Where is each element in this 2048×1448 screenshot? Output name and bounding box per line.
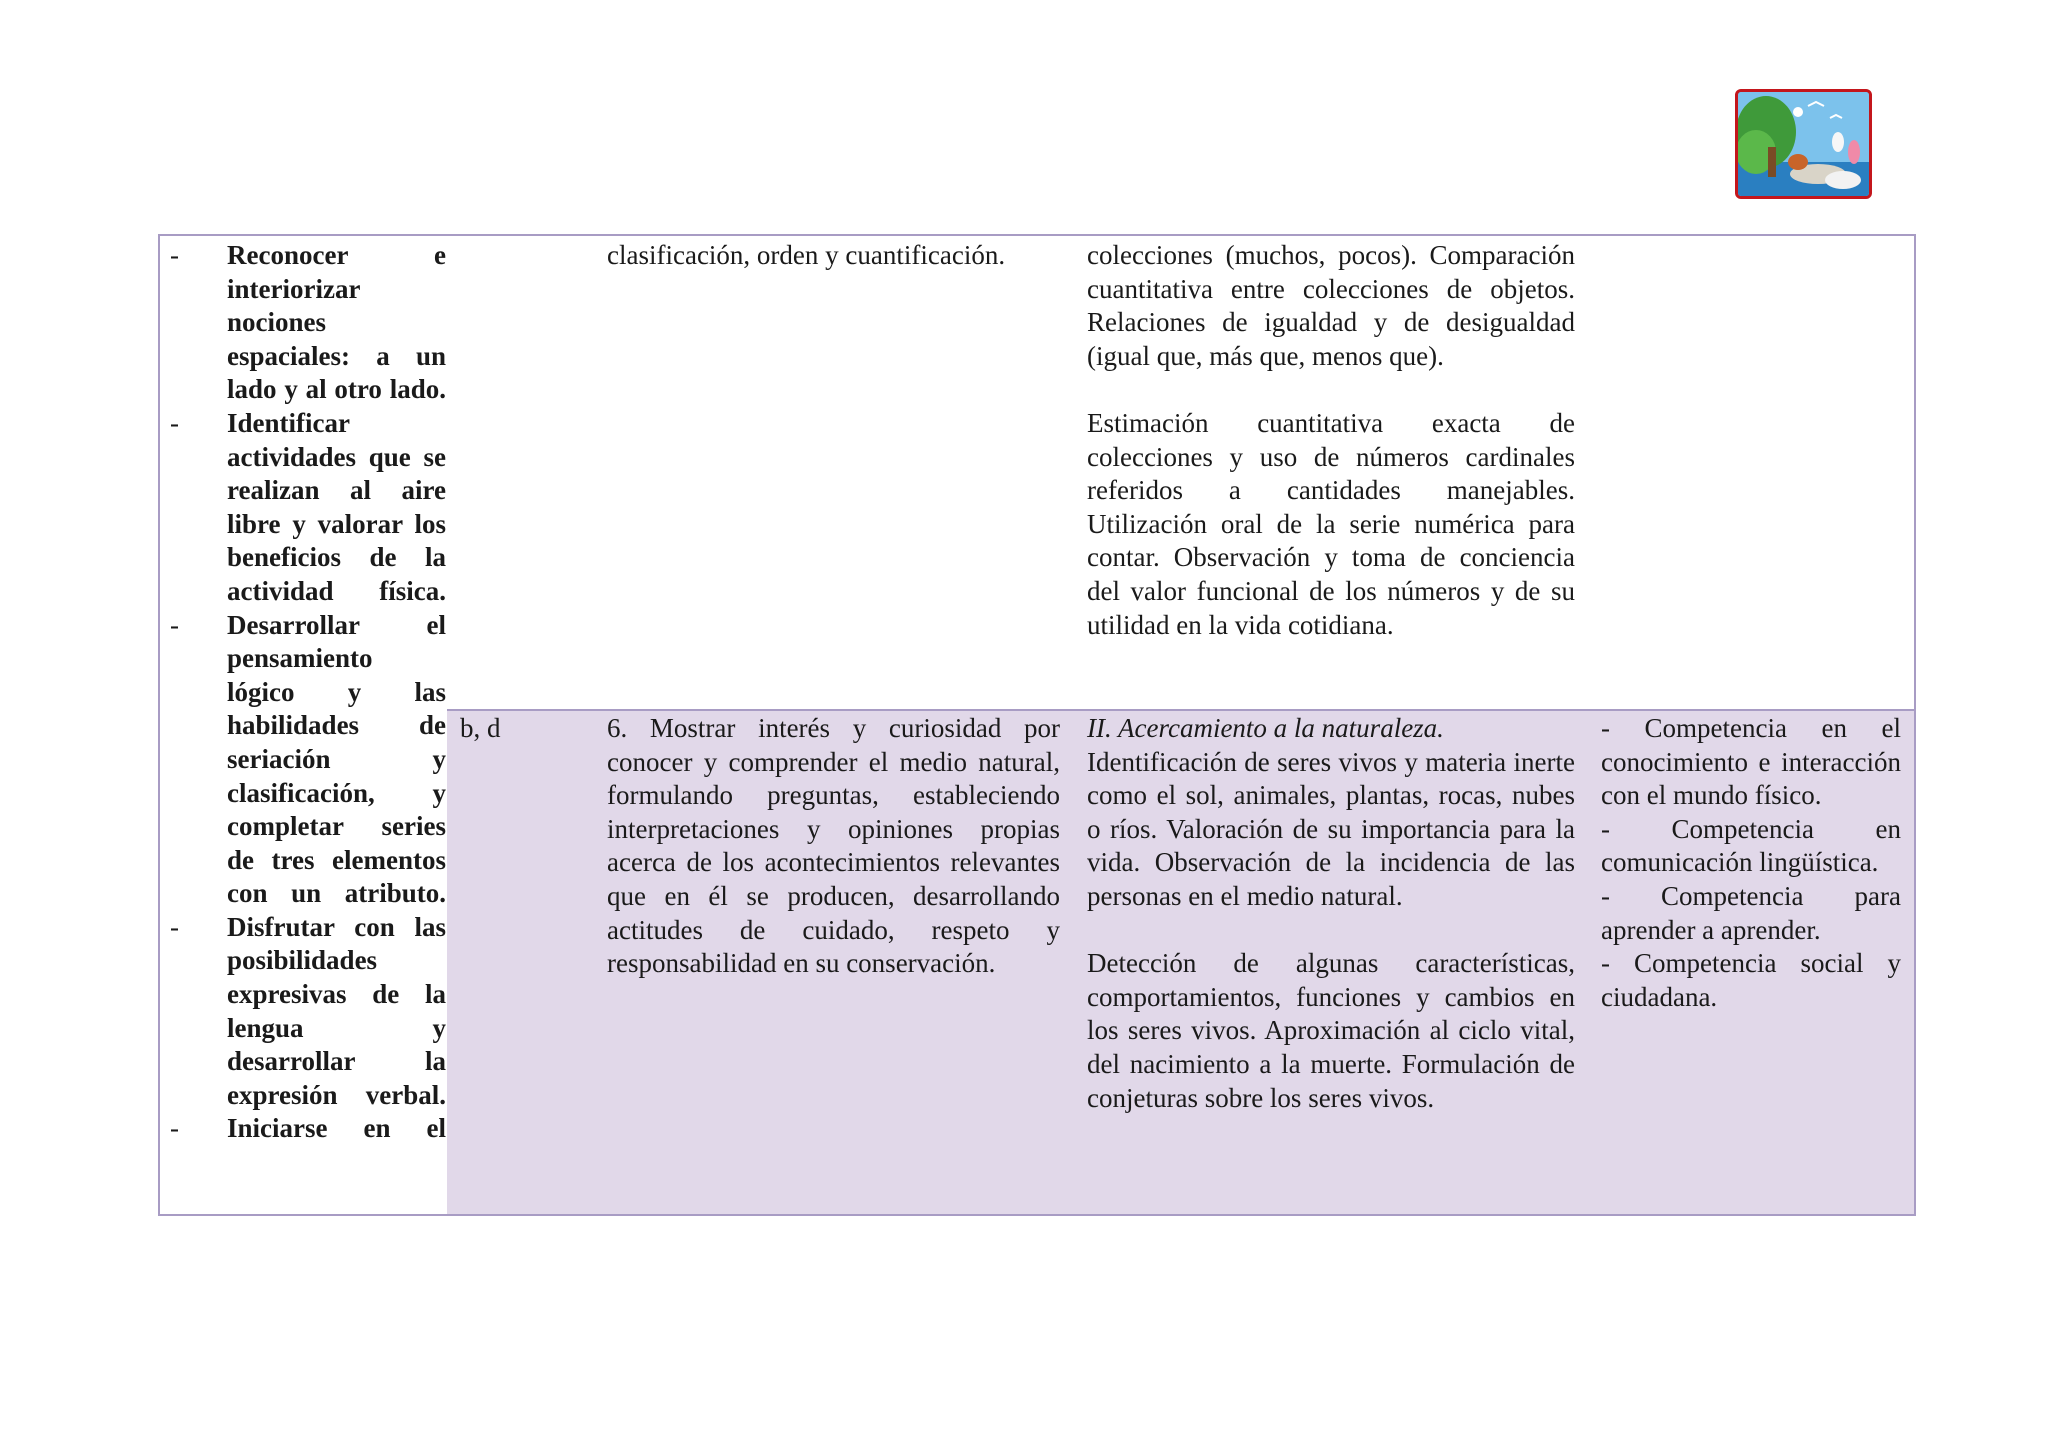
evaluation-criteria-cell: 6. Mostrar interés y curiosidad por conocer y comprender el medio natural, formulando preguntas, estableciendo interpretaciones y opiniones propias acerca de los acontecimientos relevantes que en él se producen, desarrollando actitudes de cuidado, respeto y responsabilidad en su conservación. (607, 713, 1060, 979)
objective-text: Disfrutar con las posibilidades expresivas de la lengua y desarrollar la expresión verbal. (227, 911, 446, 1110)
objective-item: - Disfrutar con las posibilidades expresivas de la lengua y desarrollar la expresión verbal. (170, 911, 446, 1110)
objective-text: Identificar actividades que se realizan al aire libre y valorar los beneficios de la actividad física. (227, 407, 446, 606)
objective-text: Desarrollar el pensamiento lógico y las habilidades de seriación y clasificación, y completar series de tres elementos con un atributo. (227, 609, 446, 909)
contents-cell (1087, 239, 1575, 642)
objective-item: - Desarrollar el pensamiento lógico y las habilidades de seriación y clasificación, y completar series de tres elementos con un atributo. (170, 609, 446, 909)
contents-paragraph: Identificación de seres vivos y materia inerte como el sol, animales, plantas, rocas, nubes o ríos. Valoración de su importancia para la vida. Observación de la incidencia de las personas en el medio natural. (1087, 746, 1575, 911)
curriculum-table (158, 234, 1916, 1216)
contents-paragraph: Detección de algunas características, comportamientos, funciones y cambios en los seres vivos. Aproximación al ciclo vital, del nacimiento a la muerte. Formulación de conjeturas sobre los seres vivos. (1087, 948, 1575, 1113)
objectives-column (170, 239, 446, 1146)
contents-heading: II. Acercamiento a la naturaleza. (1087, 713, 1444, 743)
objective-item: - Reconocer e interiorizar nociones espaciales: a un lado y al otro lado. (170, 240, 446, 405)
competency-item: - Competencia en comunicación lingüística. (1601, 813, 1901, 878)
objective-refs-cell: b, d (460, 713, 501, 743)
competencies-cell (1601, 712, 1901, 1014)
logo-image (1738, 92, 1869, 196)
objective-text: Iniciarse en el (227, 1113, 446, 1144)
contents-cell (1087, 712, 1575, 1115)
contents-paragraph: Estimación cuantitativa exacta de colecciones y uso de números cardinales referidos a cantidades manejables. Utilización oral de la serie numérica para contar. Observación y toma de conciencia del valor funcional de los números y de su utilidad en la vida cotidiana. (1087, 407, 1575, 640)
contents-paragraph: colecciones (muchos, pocos). Comparación cuantitativa entre colecciones de objetos. Relaciones de igualdad y de desigualdad (igual que, más que, menos que). (1087, 240, 1575, 371)
objective-item: - Iniciarse en el (170, 1113, 446, 1144)
evaluation-criteria-cell: clasificación, orden y cuantificación. (607, 240, 1006, 270)
competency-item: - Competencia en el conocimiento e interacción con el mundo físico. (1601, 713, 1901, 811)
nature-illustration-logo (1735, 89, 1872, 199)
objective-item: - Identificar actividades que se realizan al aire libre y valorar los beneficios de la actividad física. (170, 407, 446, 606)
competency-item: - Competencia para aprender a aprender. (1601, 880, 1901, 945)
objective-text: Reconocer e interiorizar nociones espaciales: a un lado y al otro lado. (227, 240, 446, 405)
competency-item: - Competencia social y ciudadana. (1601, 948, 1901, 1012)
